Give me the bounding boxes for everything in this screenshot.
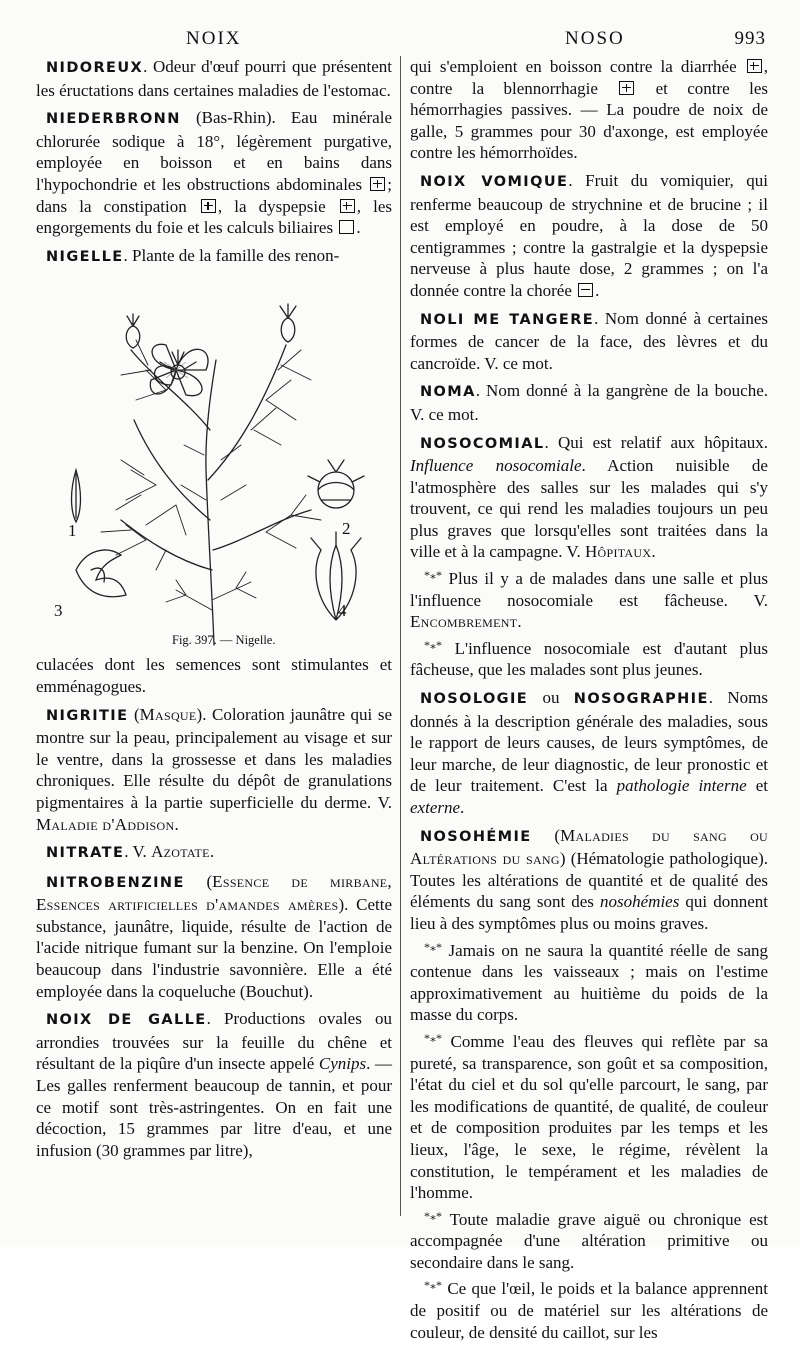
asterism-icon: *⁎* [424, 637, 442, 652]
headword: NOSOGRAPHIE [573, 691, 709, 708]
empty-box-icon [339, 220, 354, 234]
cross-reference: Masque [139, 704, 197, 724]
headword: NIDOREUX [46, 60, 144, 76]
entry-nigelle [36, 245, 392, 269]
entry-text: qui donnent lieu à des symptômes plus ou moins graves. [410, 892, 768, 933]
alternate-name: Essence de mirbane, Essences artificielles d'amandes amères [36, 871, 392, 915]
plus-box-icon [747, 59, 762, 73]
entry-text: Jamais on ne saura la quantité réelle de sang contenue dans les vaisseaux ; mais on l'estime approximativement au huitième du poids de la masse du corps. [410, 940, 768, 1025]
entry-text: culacées dont les semences sont stimulantes et emménagogues. [36, 655, 392, 696]
alternate-name: Maladies du sang ou Altérations du sang [410, 825, 768, 869]
cross-reference: Maladie d'Addison [36, 814, 175, 834]
italic-term: nosohémies [600, 892, 680, 912]
entry-noli-me-tangere [410, 308, 768, 375]
header-center-word: NOSO [565, 28, 625, 49]
headword: NOLI ME TANGERE [420, 311, 595, 328]
headword: NOSOLOGIE [420, 691, 529, 708]
running-head [0, 28, 800, 54]
cross-reference: Hôpitaux [584, 542, 652, 562]
entry-text: , contre la blennorrhagie [410, 57, 768, 98]
italic-term: Cynips [318, 1054, 367, 1074]
headword: NOIX DE GALLE [46, 1012, 207, 1029]
headword: NOSOHÉMIE [420, 828, 532, 845]
cross-reference: Encombrement [410, 612, 518, 632]
entry-niederbronn [36, 107, 392, 239]
italic-term: pathologie interne [616, 776, 747, 796]
entry-text: et [746, 776, 768, 796]
entry-nosohemie [410, 825, 768, 1344]
headword: NOMA [420, 384, 476, 401]
entry-text: . [595, 280, 600, 300]
headword: NIGELLE [46, 248, 124, 265]
figure-label-3: 3 [54, 601, 63, 621]
left-column [36, 56, 392, 1167]
entry-text: . Action nuisible de l'atmosphère des salles sur les malades qui s'y trouvent, ce qui rend les maladies toujours un peu plus graves que lorsqu'elles sont traitées dans la ville et à la campagne. V. [410, 456, 768, 562]
nigella-plant-drawing [36, 270, 392, 652]
entry-text: ( [531, 825, 561, 845]
entry-text: . Nom donné à la gangrène de la bouche. V. ce mot. [410, 381, 768, 424]
entry-text: ( [128, 704, 140, 724]
minus-box-icon [578, 283, 593, 297]
entry-text: Toute maladie grave aiguë ou chronique est accompagnée d'une altération primitive ou secondaire dans le sang. [410, 1209, 768, 1272]
headword: NIEDERBRONN [46, 111, 181, 128]
figure-label-4: 4 [338, 601, 347, 621]
entry-text: . Plante de la famille des renon- [123, 245, 340, 265]
entry-text: qui s'emploient en boisson contre la diarrhée [410, 57, 745, 76]
asterism-icon: *⁎* [424, 1208, 442, 1223]
entry-text: . Fruit du vomiquier, qui renferme beaucoup de strychnine et de brucine ; il est employé en poudre, à la dose de 50 centigrammes ; contre la gastralgie et la dyspepsie nerveuse à plus haute dose, 2 grammes ; on l'a donnée contre la chorée [410, 170, 768, 300]
entry-nitrate [36, 841, 392, 865]
entry-text: . V. [124, 842, 152, 862]
entry-nosologie [410, 687, 768, 819]
entry-text: ). Coloration jaunâtre qui se montre sur la peau, principalement au visage et sur le ventre, dans la grossesse et dans les maladies chroniques. Elle résulte du dépôt de granulations pigmentaires à la partie superficielle du derme. V. [36, 704, 392, 812]
asterism-icon: *⁎* [424, 1278, 442, 1293]
entry-text: . Noms donnés à la description générale des maladies, sous le rapport de leurs causes, de leurs symptômes, de leur marche, de leur diagnostic, de leur pronostic et de leur traitement. C'est la [410, 688, 768, 796]
entry-text: (Bas-Rhin). Eau minérale chlorurée sodique à 18°, légèrement purgative, employée en boisson et en bains dans l'hypochondrie et les obstructions abdominales [36, 108, 392, 194]
entry-text: ). Cette substance, jaunâtre, liquide, résulte de l'action de l'acide nitrique fumant sur la benzine. On l'emploie beaucoup dans l'industrie savonnière. Elle a été employée dans la coqueluche (Bouchut). [36, 895, 392, 1001]
figure-caption: Fig. 397. — Nigelle. [172, 633, 276, 648]
entry-noix-de-galle [36, 1008, 392, 1161]
entry-nigritie [36, 704, 392, 836]
headword: NITRATE [46, 845, 125, 862]
page-number: 993 [734, 28, 766, 49]
plus-box-icon [201, 199, 216, 213]
entry-text: . [517, 612, 522, 632]
entry-text: . Odeur d'œuf pourri que présentent les éructations dans certaines maladies de l'estomac. [36, 57, 392, 100]
entry-noix-vomique [410, 170, 768, 302]
entry-text: . Productions ovales ou arrondies trouvées sur la feuille du chêne et résultant de la piqûre d'un insecte appelé [36, 1009, 392, 1074]
entry-text: Comme l'eau des fleuves qui reflète par sa pureté, sa transparence, son goût et sa composition, l'état du ciel et du sol qu'elle parcourt, le sang, par les modifications de quantité, de qualité, de couleur et de composition produites par les temps et les lieux, l'âge, le sexe, le régime, révèlent la constitution, le tempérament et les maladies de l'homme. [410, 1031, 768, 1203]
nigella-illustration [36, 270, 392, 652]
entry-nidoreux [36, 56, 392, 101]
entry-text: Ce que l'œil, le poids et la balance apprennent de positif ou de matériel sur les altérations de couleur, de densité du caillot, sur les [410, 1279, 769, 1342]
plus-box-icon [370, 177, 385, 191]
figure-label-2: 2 [342, 519, 351, 539]
entry-text: , la dyspepsie [217, 196, 338, 216]
entry-text: et contre les hémorrhagies passives. — La poudre de noix de galle, 5 grammes pour 30 d'axonge, est employée contre les hémorrhoïdes. [410, 78, 768, 163]
entry-nosocomial [410, 432, 768, 682]
entry-text: . [174, 814, 179, 834]
entry-text: . [651, 542, 656, 562]
plus-box-icon [619, 81, 634, 95]
entry-text: . — Les galles renferment beaucoup de tannin, et pour ce motif sont très-astringentes. On en fait une décoction, 15 grammes par litre d'eau, et une infusion (30 grammes par litre), [36, 1054, 392, 1160]
header-left-word: NOIX [186, 28, 242, 49]
entry-text: Plus il y a de malades dans une salle et plus l'influence nosocomiale est fâcheuse. V. [410, 569, 768, 610]
entry-text: ou [528, 688, 574, 708]
right-column [410, 56, 768, 1349]
entry-text: L'influence nosocomiale est d'autant plus fâcheuse, que les malades sont plus jeunes. [410, 638, 769, 680]
entry-text: ) (Hématologie pathologique). Toutes les altérations de quantité et de qualité des éléments du sang sont des [410, 849, 768, 912]
asterism-icon: *⁎* [424, 568, 442, 583]
entry-nigelle-continued [36, 654, 392, 697]
entry-text: . Nom donné à certaines formes de cancer de la face, des lèvres et du cancroïde. V. ce mot. [410, 308, 769, 373]
cross-reference: Azotate [151, 842, 210, 862]
column-divider [400, 56, 401, 1216]
entry-noix-de-galle-continued [410, 56, 768, 164]
entry-text: ; dans la constipation [36, 174, 392, 216]
headword: NITROBENZINE [46, 874, 185, 891]
figure-label-1: 1 [68, 521, 77, 541]
entry-text: , les engorgements du foie et les calculs biliaires [36, 196, 392, 238]
entry-text: . [209, 842, 215, 862]
headword: NIGRITIE [46, 707, 129, 724]
entry-text: . [356, 218, 361, 238]
entry-text: ( [184, 871, 213, 891]
entry-nitrobenzine [36, 871, 392, 1003]
asterism-icon: *⁎* [424, 939, 442, 954]
entry-noma [410, 380, 768, 425]
entry-text: . [460, 798, 465, 817]
headword: NOSOCOMIAL [420, 435, 545, 452]
asterism-icon: *⁎* [424, 1030, 442, 1045]
headword: NOIX VOMIQUE [420, 173, 569, 190]
entry-text: . Qui est relatif aux hôpitaux. [544, 432, 768, 452]
italic-term: Influence nosocomiale [410, 456, 582, 476]
italic-term: externe [410, 798, 461, 817]
plus-box-icon [340, 199, 355, 213]
